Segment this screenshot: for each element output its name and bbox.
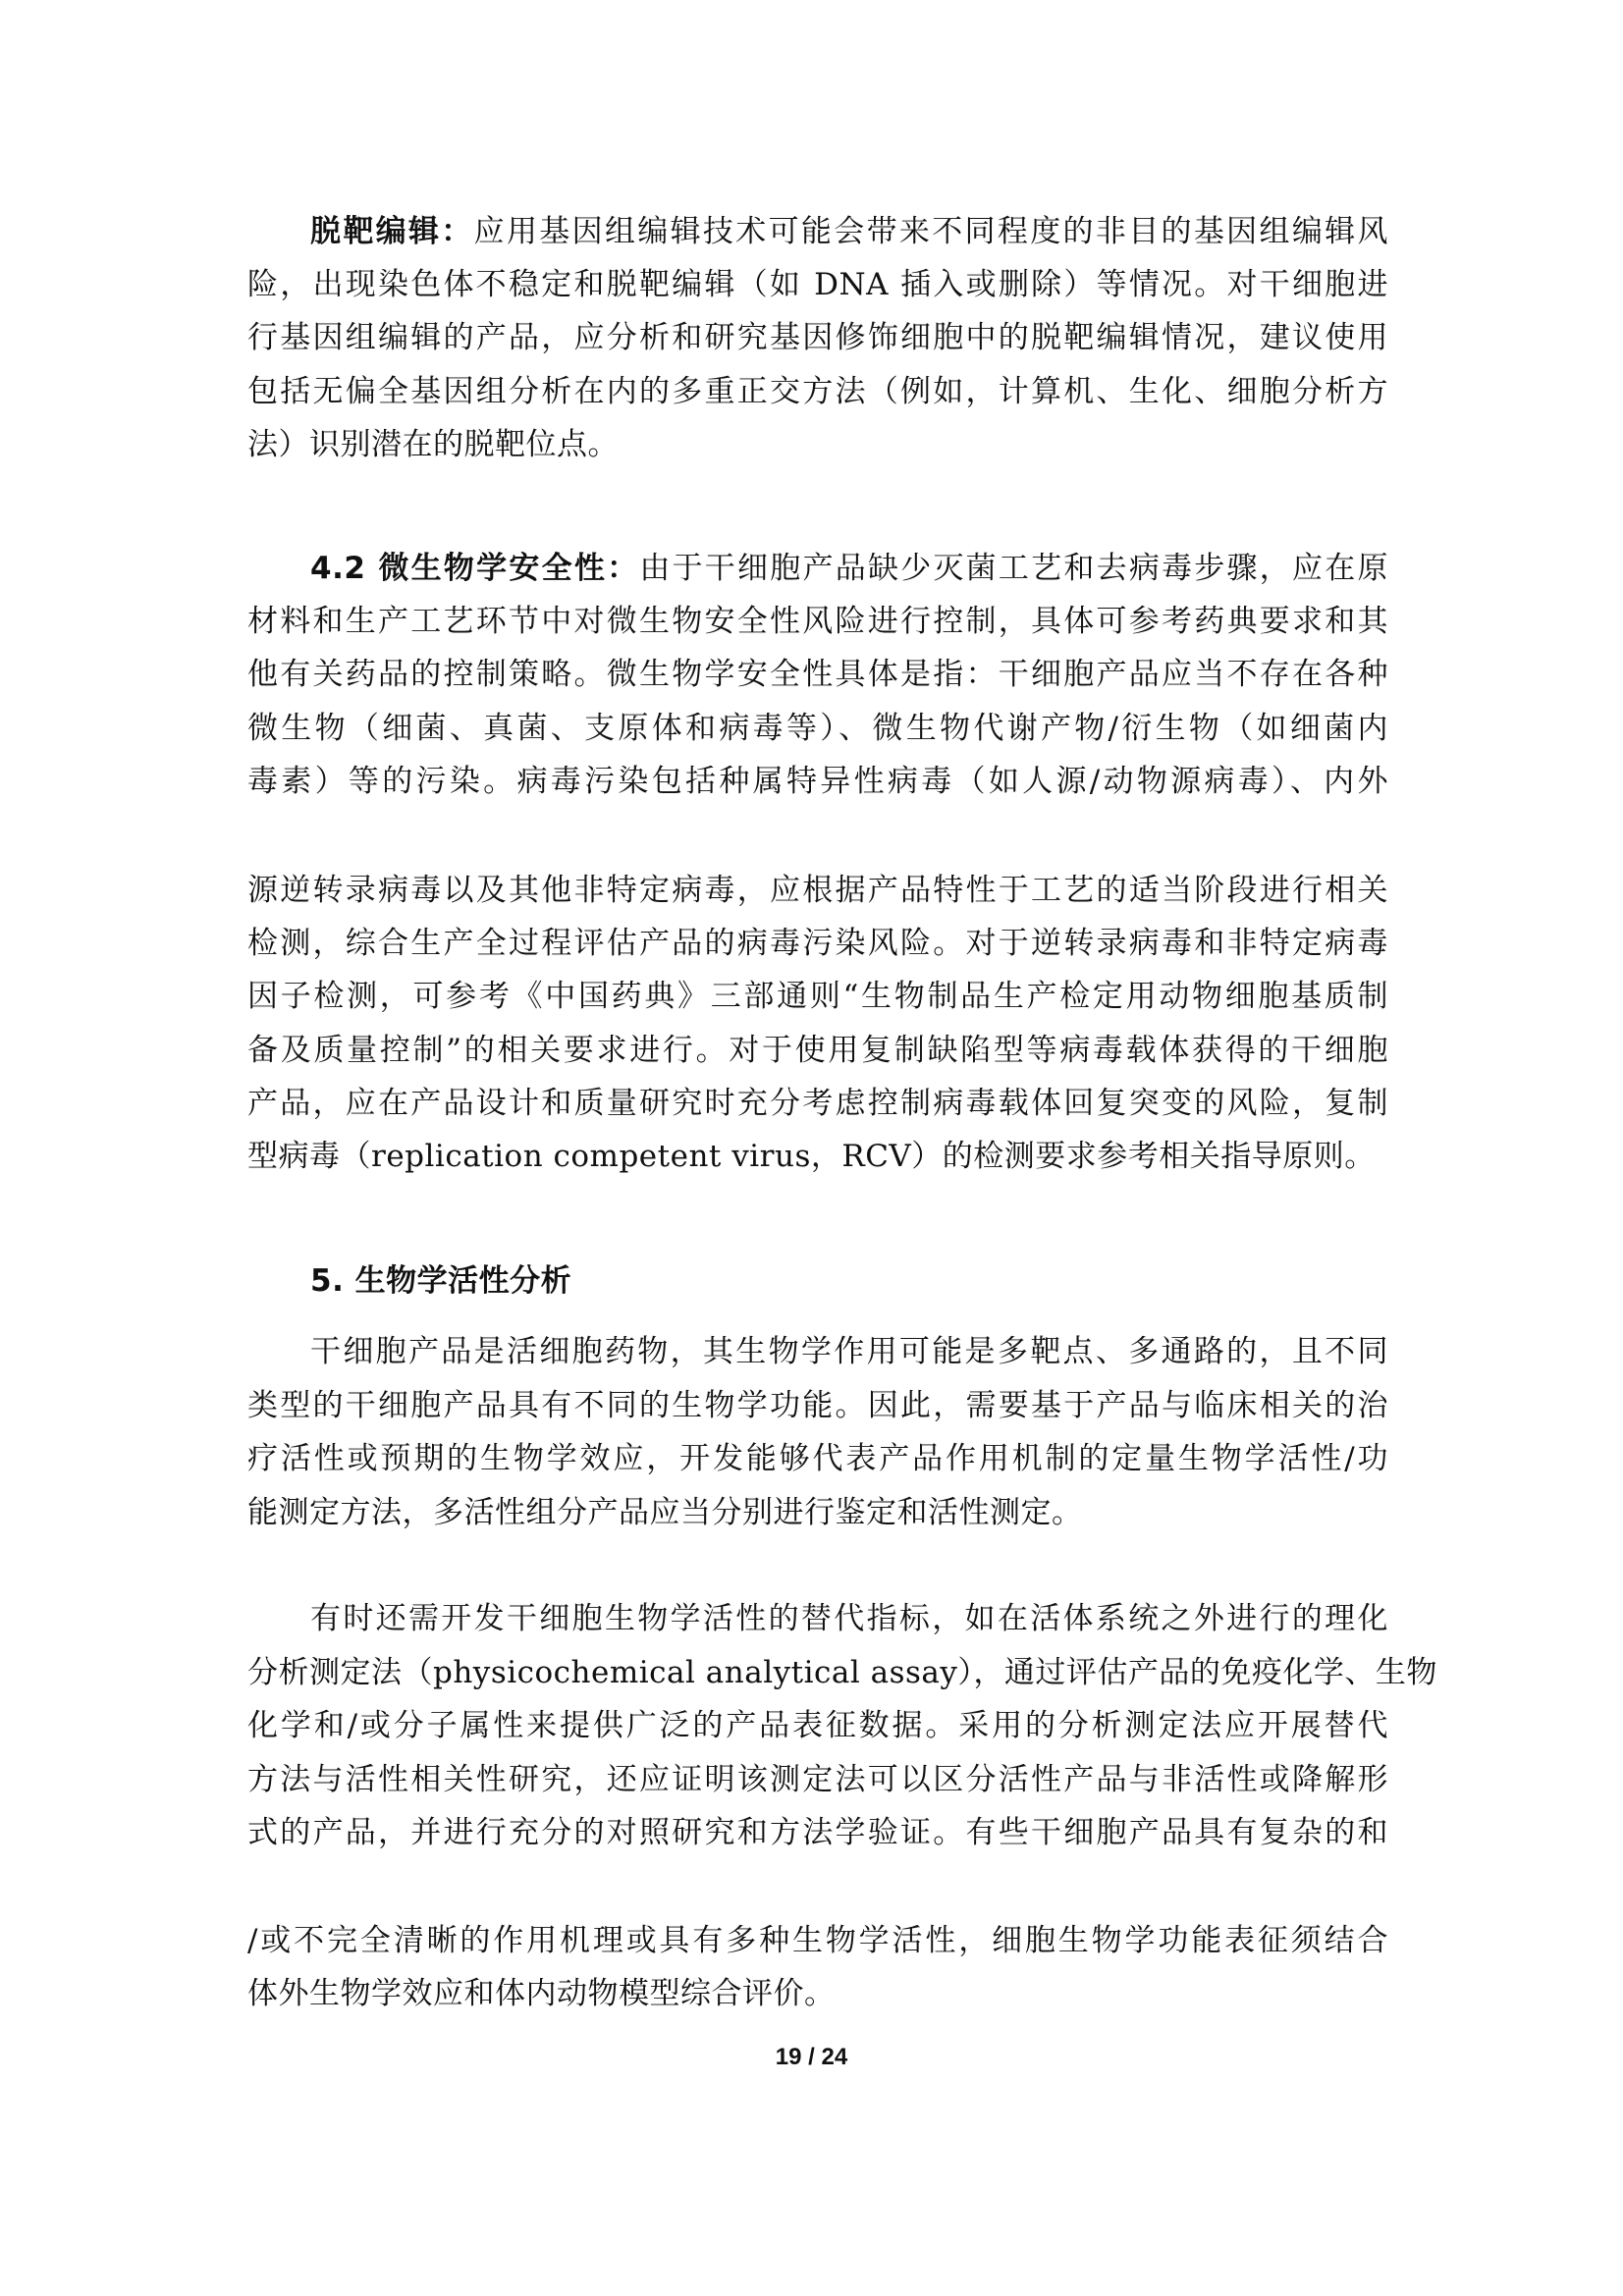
paragraph-microbial-safety-line-8: 因子检测，可参考《中国药典》三部通则“生物制品生产检定用动物细胞基质制: [247, 979, 1388, 1014]
paragraph-surrogate-line-6: /或不完全清晰的作用机理或具有多种生物学活性，细胞生物学功能表征须结合: [247, 1923, 1388, 1958]
paragraph-surrogate-line-7: 体外生物学效应和体内动物模型综合评价。: [247, 1976, 836, 2011]
paragraph-off-target-line-4: 包括无偏全基因组分析在内的多重正交方法（例如，计算机、生化、细胞分析方: [247, 374, 1388, 409]
paragraph-surrogate-line-1: 有时还需开发干细胞生物学活性的替代指标，如在活体系统之外进行的理化: [310, 1601, 1388, 1636]
off-target-editing-lead: 脱靶编辑：: [310, 214, 474, 249]
paragraph-microbial-safety-line-7: 检测，综合生产全过程评估产品的病毒污染风险。对于逆转录病毒和非特定病毒: [247, 926, 1388, 961]
paragraph-off-target-line-3: 行基因组编辑的产品，应分析和研究基因修饰细胞中的脱靶编辑情况，建议使用: [247, 320, 1388, 355]
paragraph-surrogate-line-3: 化学和/或分子属性来提供广泛的产品表征数据。采用的分析测定法应开展替代: [247, 1708, 1388, 1743]
paragraph-microbial-safety-line-3: 他有关药品的控制策略。微生物学安全性具体是指：干细胞产品应当不存在各种: [247, 657, 1388, 692]
paragraph-off-target-line-1: 脱靶编辑：应用基因组编辑技术可能会带来不同程度的非目的基因组编辑风: [310, 214, 1388, 249]
paragraph-bioactivity-line-4: 能测定方法，多活性组分产品应当分别进行鉴定和活性测定。: [247, 1495, 1083, 1530]
paragraph-bioactivity-line-1: 干细胞产品是活细胞药物，其生物学作用可能是多靶点、多通路的，且不同: [310, 1334, 1388, 1369]
paragraph-bioactivity-line-3: 疗活性或预期的生物学效应，开发能够代表产品作用机制的定量生物学活性/功: [247, 1441, 1388, 1476]
paragraph-microbial-safety-line-6: 源逆转录病毒以及其他非特定病毒，应根据产品特性于工艺的适当阶段进行相关: [247, 873, 1388, 908]
paragraph-microbial-safety-line-9: 备及质量控制”的相关要求进行。对于使用复制缺陷型等病毒载体获得的干细胞: [247, 1033, 1388, 1068]
paragraph-surrogate-line-2: 分析测定法（physicochemical analytical assay），通过评估产品的免疫化学、生物: [247, 1655, 1437, 1690]
paragraph-off-target-line-5: 法）识别潜在的脱靶位点。: [247, 427, 619, 462]
paragraph-microbial-safety-line-10: 产品，应在产品设计和质量研究时充分考虑控制病毒载体回复突变的风险，复制: [247, 1086, 1388, 1121]
paragraph-off-target-line-2: 险，出现染色体不稳定和脱靶编辑（如 DNA 插入或删除）等情况。对干细胞进: [247, 267, 1388, 302]
paragraph-bioactivity-line-2: 类型的干细胞产品具有不同的生物学功能。因此，需要基于产品与临床相关的治: [247, 1388, 1388, 1423]
microbial-safety-lead: 4.2 微生物学安全性：: [310, 551, 640, 586]
paragraph-microbial-safety-line-2: 材料和生产工艺环节中对微生物安全性风险进行控制，具体可参考药典要求和其: [247, 604, 1388, 639]
paragraph-surrogate-line-5: 式的产品，并进行充分的对照研究和方法学验证。有些干细胞产品具有复杂的和: [247, 1815, 1388, 1850]
section-heading-biological-activity: 5. 生物学活性分析: [310, 1263, 572, 1299]
paragraph-surrogate-line-4: 方法与活性相关性研究，还应证明该测定法可以区分活性产品与非活性或降解形: [247, 1762, 1388, 1797]
page-number: 19 / 24: [775, 2044, 848, 2070]
paragraph-microbial-safety-line-11: 型病毒（replication competent virus，RCV）的检测要求参考相关指导原则。: [247, 1139, 1376, 1174]
paragraph-microbial-safety-line-5: 毒素）等的污染。病毒污染包括种属特异性病毒（如人源/动物源病毒）、内外: [247, 764, 1388, 799]
paragraph-microbial-safety-line-4: 微生物（细菌、真菌、支原体和病毒等）、微生物代谢产物/衍生物（如细菌内: [247, 711, 1388, 746]
paragraph-microbial-safety-line-1: 4.2 微生物学安全性：由于干细胞产品缺少灭菌工艺和去病毒步骤，应在原: [310, 551, 1388, 586]
